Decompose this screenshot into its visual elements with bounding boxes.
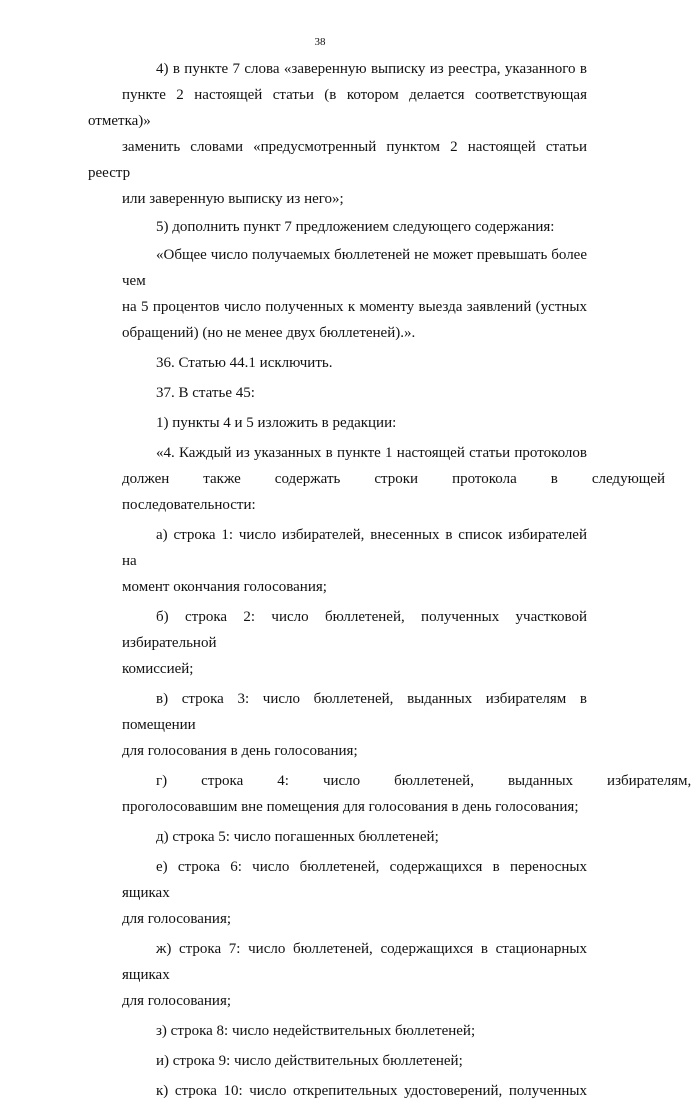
text-line: д) строка 5: число погашенных бюллетеней; xyxy=(156,829,439,845)
paragraph-row-zh xyxy=(88,936,587,1014)
word: 4: xyxy=(277,773,289,789)
text-line: для голосования в день голосования; xyxy=(122,743,358,759)
word: строка xyxy=(201,773,244,789)
text-line: 36. Статью 44.1 исключить. xyxy=(156,355,333,371)
paragraph-subitem-1 xyxy=(88,410,587,436)
paragraph-row-b xyxy=(88,604,587,682)
word: избирателям, xyxy=(607,773,691,789)
paragraph-row-i xyxy=(88,1048,587,1074)
paragraph-row-d xyxy=(88,824,587,850)
word: следующей xyxy=(591,471,666,487)
paragraph-row-z xyxy=(88,1018,587,1044)
text-line: пункте 2 настоящей статьи (в котором делается соответствующая отметка)» xyxy=(88,87,587,129)
text-line-spread xyxy=(88,466,666,492)
text-line: б) строка 2: число бюллетеней, полученных участковой избирательной xyxy=(122,609,587,651)
word: г) xyxy=(156,773,168,789)
text-line: для голосования; xyxy=(122,911,232,927)
paragraph-item-4 xyxy=(88,56,587,212)
paragraph-row-a xyxy=(88,522,587,600)
paragraph-item-5 xyxy=(88,214,587,240)
text-line: а) строка 1: число избирателей, внесенных в список избирателей на xyxy=(122,527,587,569)
word: протокола xyxy=(452,471,517,487)
text-line-spread xyxy=(88,768,691,794)
page-number: 38 xyxy=(314,36,326,48)
word: строки xyxy=(374,471,419,487)
paragraph-item-37 xyxy=(88,380,587,406)
paragraph-item-36 xyxy=(88,350,587,376)
text-line: в) строка 3: число бюллетеней, выданных избирателям в помещении xyxy=(122,691,587,733)
paragraph-row-k xyxy=(88,1078,587,1104)
text-line: 1) пункты 4 и 5 изложить в редакции: xyxy=(156,415,397,431)
text-line: на 5 процентов число полученных к моменту выезда заявлений (устных xyxy=(122,299,587,315)
text-line: 4) в пункте 7 слова «заверенную выписку из реестра, указанного в xyxy=(156,61,587,77)
text-line: 37. В статье 45: xyxy=(156,385,255,401)
text-line: е) строка 6: число бюллетеней, содержащихся в переносных ящиках xyxy=(122,859,587,901)
text-line: ж) строка 7: число бюллетеней, содержащихся в стационарных ящиках xyxy=(122,941,587,983)
word: выданных xyxy=(507,773,574,789)
text-line: к) строка 10: число открепительных удостоверений, полученных xyxy=(156,1083,587,1099)
text-line: «4. Каждый из указанных в пункте 1 настоящей статьи протоколов xyxy=(156,445,587,461)
text-line: заменить словами «предусмотренный пунктом 2 настоящей статьи реестр xyxy=(88,139,587,181)
document-body xyxy=(88,56,691,1104)
text-line: последовательности: xyxy=(122,497,256,513)
text-line: 5) дополнить пункт 7 предложением следующего содержания: xyxy=(156,219,555,235)
text-line: или заверенную выписку из него»; xyxy=(122,191,344,207)
paragraph-row-e xyxy=(88,854,587,932)
text-line: и) строка 9: число действительных бюллетеней; xyxy=(156,1053,463,1069)
word: также xyxy=(203,471,241,487)
word: число xyxy=(322,773,361,789)
paragraph-row-v xyxy=(88,686,587,764)
word: в xyxy=(550,471,558,487)
text-line: момент окончания голосования; xyxy=(122,579,327,595)
text-line: з) строка 8: число недействительных бюллетеней; xyxy=(156,1023,476,1039)
text-line: обращений) (но не менее двух бюллетеней).». xyxy=(122,325,416,341)
text-line: проголосовавшим вне помещения для голосования в день голосования; xyxy=(122,799,579,815)
paragraph-row-g xyxy=(88,768,691,820)
paragraph-point-4 xyxy=(88,440,666,518)
text-line: «Общее число получаемых бюллетеней не может превышать более чем xyxy=(122,247,587,289)
paragraph-quote xyxy=(88,242,587,346)
word: содержать xyxy=(274,471,341,487)
text-line: комиссией; xyxy=(122,661,194,677)
word: должен xyxy=(122,471,170,487)
text-line: для голосования; xyxy=(122,993,232,1009)
word: бюллетеней, xyxy=(394,773,474,789)
